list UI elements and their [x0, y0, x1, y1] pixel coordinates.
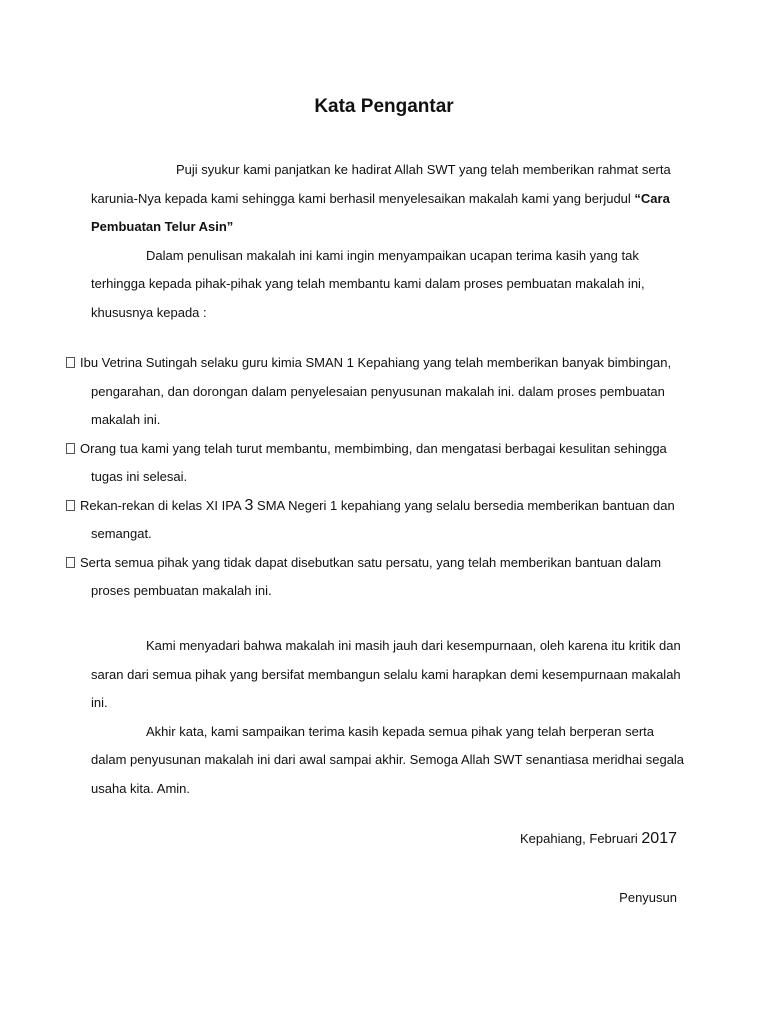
bullet-box-icon [66, 357, 75, 368]
intro-paragraph-1 [91, 156, 691, 242]
intro-paragraph-1-text: Puji syukur kami panjatkan ke hadirat Allah SWT yang telah memberikan rahmat serta karunia-Nya kepada kami sehingga kami berhasil menyelesaikan makalah kami yang berjudul [91, 162, 671, 206]
list-item [66, 435, 686, 492]
list-item-text-post: SMA Negeri 1 kepahiang yang selalu bersedia memberikan bantuan dan semangat. [91, 497, 675, 541]
intro-section [91, 156, 691, 327]
class-number: 3 [244, 496, 254, 514]
list-item-text: Orang tua kami yang telah turut membantu, membimbing, dan mengatasi berbagai kesulitan sehingga tugas ini selesai. [80, 440, 667, 484]
acknowledgement-list [66, 349, 686, 606]
list-item [66, 492, 686, 549]
list-item-text: Ibu Vetrina Sutingah selaku guru kimia SMAN 1 Kepahiang yang telah memberikan banyak bimbingan, pengarahan, dan dorongan dalam penyelesaian penyusunan makalah ini. dalam proses pembuatan makalah ini. [80, 355, 672, 427]
closing-paragraph-2: Akhir kata, kami sampaikan terima kasih kepada semua pihak yang telah berperan serta dalam penyusunan makalah ini dari awal sampai akhir. Semoga Allah SWT senantiasa meridhai segala usaha kita. Amin. [91, 723, 685, 796]
list-item [66, 549, 686, 606]
bullet-box-icon [66, 500, 75, 511]
bullet-box-icon [66, 557, 75, 568]
list-item-text-pre: Rekan-rekan di kelas XI IPA [80, 497, 245, 513]
year: 2017 [641, 830, 677, 847]
bullet-box-icon [66, 443, 75, 454]
page-title: Kata Pengantar [314, 96, 454, 117]
list-item-text: Serta semua pihak yang tidak dapat disebutkan satu persatu, yang telah memberikan bantuan dalam proses pembuatan makalah ini. [80, 554, 662, 598]
closing-section [91, 632, 691, 803]
signer: Penyusun [619, 890, 677, 905]
list-item [66, 349, 686, 435]
paper-title-quote: “Cara Pembuatan Telur Asin” [91, 190, 670, 234]
place-date [520, 830, 677, 848]
intro-paragraph-2: Dalam penulisan makalah ini kami ingin menyampaikan ucapan terima kasih yang tak terhingga kepada pihak-pihak yang telah membantu kami dalam proses pembuatan makalah ini, khususnya kepada : [91, 247, 645, 320]
closing-paragraph-1: Kami menyadari bahwa makalah ini masih jauh dari kesempurnaan, oleh karena itu kritik dan saran dari semua pihak yang bersifat membangun selalu kami harapkan demi kesempurnaan makalah ini. [91, 638, 681, 710]
place-date-text: Kepahiang, Februari [519, 831, 642, 846]
